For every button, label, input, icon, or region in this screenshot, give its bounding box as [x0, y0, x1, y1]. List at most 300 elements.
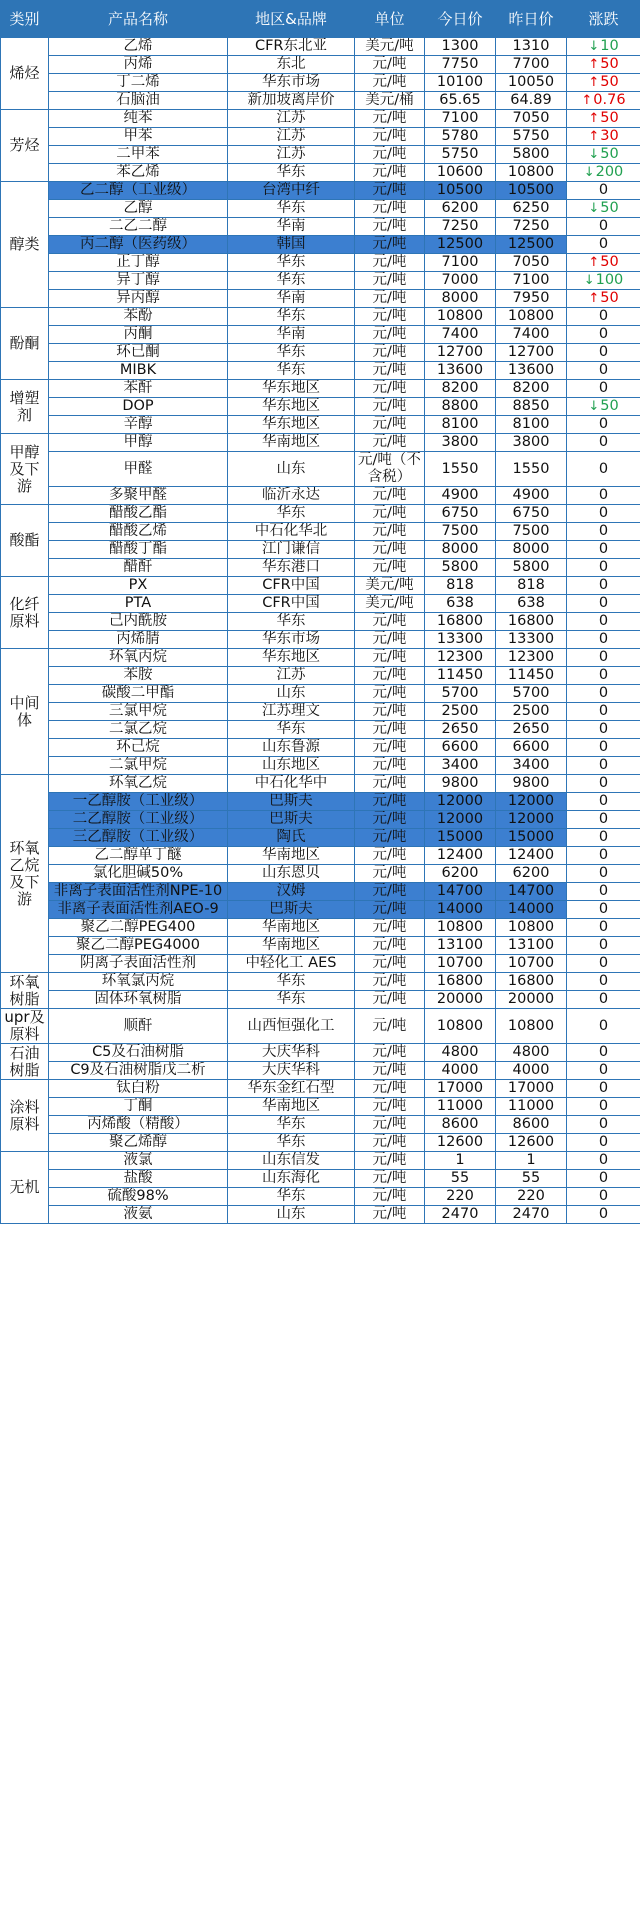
- change-cell: [567, 847, 640, 865]
- table-row: [1, 919, 640, 937]
- today-price-cell: 2650: [425, 721, 496, 739]
- table-row: [1, 757, 640, 775]
- today-price-cell: 8200: [425, 380, 496, 398]
- table-row: [1, 559, 640, 577]
- change-cell: [567, 254, 640, 272]
- product-name-cell: PX: [49, 577, 228, 595]
- region-brand-cell: 华南地区: [228, 1098, 355, 1116]
- change-value: 0: [598, 380, 609, 396]
- region-brand-cell: 华东: [228, 308, 355, 326]
- unit-cell: 元/吨: [355, 829, 425, 847]
- table-row: [1, 505, 640, 523]
- change-cell: [567, 164, 640, 182]
- yesterday-price-cell: 5750: [496, 128, 567, 146]
- product-name-cell: 环氧乙烷: [49, 775, 228, 793]
- change-cell: [567, 74, 640, 92]
- change-cell: [567, 290, 640, 308]
- table-row: [1, 128, 640, 146]
- yesterday-price-cell: 12600: [496, 1134, 567, 1152]
- product-name-cell: 乙二醇单丁醚: [49, 847, 228, 865]
- arrow-down-icon: ↓: [583, 273, 595, 288]
- change-value: 0: [598, 721, 609, 737]
- region-brand-cell: 江苏: [228, 128, 355, 146]
- unit-cell: 元/吨: [355, 955, 425, 973]
- yesterday-price-cell: 16800: [496, 973, 567, 991]
- change-value: 0: [598, 1170, 609, 1186]
- product-name-cell: 二氯甲烷: [49, 757, 228, 775]
- product-name-cell: 丁酮: [49, 1098, 228, 1116]
- product-name-cell: 乙二醇（工业级）: [49, 182, 228, 200]
- today-price-cell: 12000: [425, 793, 496, 811]
- region-brand-cell: 华东: [228, 973, 355, 991]
- product-name-cell: 固体环氧树脂: [49, 991, 228, 1009]
- product-name-cell: 丁二烯: [49, 74, 228, 92]
- change-value: 200: [595, 164, 624, 180]
- arrow-down-icon: ↓: [583, 165, 595, 180]
- category-cell: 酚酮: [1, 308, 49, 380]
- unit-cell: 元/吨: [355, 1206, 425, 1224]
- product-name-cell: 石脑油: [49, 92, 228, 110]
- change-cell: [567, 1188, 640, 1206]
- region-brand-cell: 江苏: [228, 146, 355, 164]
- yesterday-price-cell: 8100: [496, 416, 567, 434]
- region-brand-cell: 华南地区: [228, 847, 355, 865]
- today-price-cell: 7500: [425, 523, 496, 541]
- unit-cell: 元/吨: [355, 272, 425, 290]
- change-cell: [567, 92, 640, 110]
- table-row: [1, 200, 640, 218]
- table-row: [1, 272, 640, 290]
- today-price-cell: 12500: [425, 236, 496, 254]
- yesterday-price-cell: 2650: [496, 721, 567, 739]
- region-brand-cell: 华东地区: [228, 398, 355, 416]
- today-price-cell: 7250: [425, 218, 496, 236]
- product-name-cell: 液氨: [49, 1206, 228, 1224]
- today-price-cell: 1550: [425, 452, 496, 487]
- change-cell: [567, 1116, 640, 1134]
- yesterday-price-cell: 10800: [496, 308, 567, 326]
- change-value: 50: [600, 110, 619, 126]
- product-name-cell: 多聚甲醛: [49, 487, 228, 505]
- change-value: 50: [600, 398, 619, 414]
- unit-cell: 元/吨: [355, 919, 425, 937]
- yesterday-price-cell: 14000: [496, 901, 567, 919]
- change-value: 50: [600, 290, 619, 306]
- change-value: 0: [598, 739, 609, 755]
- header-today: 今日价: [425, 1, 496, 38]
- today-price-cell: 12300: [425, 649, 496, 667]
- region-brand-cell: 东北: [228, 56, 355, 74]
- change-cell: [567, 631, 640, 649]
- category-cell: 环氧树脂: [1, 973, 49, 1009]
- today-price-cell: 2470: [425, 1206, 496, 1224]
- change-cell: [567, 937, 640, 955]
- region-brand-cell: 韩国: [228, 236, 355, 254]
- product-name-cell: 聚乙二醇PEG4000: [49, 937, 228, 955]
- table-row: [1, 434, 640, 452]
- yesterday-price-cell: 7950: [496, 290, 567, 308]
- unit-cell: 元/吨: [355, 793, 425, 811]
- change-value: 0: [598, 901, 609, 917]
- table-row: [1, 811, 640, 829]
- change-cell: [567, 182, 640, 200]
- category-cell: 甲醇及下游: [1, 434, 49, 505]
- product-name-cell: 甲苯: [49, 128, 228, 146]
- change-cell: [567, 703, 640, 721]
- change-cell: [567, 344, 640, 362]
- region-brand-cell: 华东: [228, 344, 355, 362]
- yesterday-price-cell: 10800: [496, 919, 567, 937]
- arrow-down-icon: ↓: [588, 201, 600, 216]
- unit-cell: 元/吨: [355, 721, 425, 739]
- today-price-cell: 7100: [425, 110, 496, 128]
- product-name-cell: 三乙醇胺（工业级）: [49, 829, 228, 847]
- today-price-cell: 5780: [425, 128, 496, 146]
- product-name-cell: 辛醇: [49, 416, 228, 434]
- change-cell: [567, 434, 640, 452]
- today-price-cell: 13300: [425, 631, 496, 649]
- product-name-cell: 三氯甲烷: [49, 703, 228, 721]
- unit-cell: 元/吨: [355, 1062, 425, 1080]
- table-row: [1, 326, 640, 344]
- today-price-cell: 4900: [425, 487, 496, 505]
- change-cell: [567, 505, 640, 523]
- table-row: [1, 218, 640, 236]
- unit-cell: 元/吨: [355, 434, 425, 452]
- change-value: 0: [598, 757, 609, 773]
- change-value: 0: [598, 991, 609, 1007]
- change-cell: [567, 721, 640, 739]
- change-value: 0: [598, 1152, 609, 1168]
- region-brand-cell: 江苏: [228, 110, 355, 128]
- change-value: 0: [598, 829, 609, 845]
- table-row: [1, 416, 640, 434]
- unit-cell: 元/吨: [355, 1098, 425, 1116]
- product-name-cell: 二乙二醇: [49, 218, 228, 236]
- yesterday-price-cell: 12700: [496, 344, 567, 362]
- unit-cell: 元/吨: [355, 290, 425, 308]
- change-cell: [567, 613, 640, 631]
- product-name-cell: 液氯: [49, 1152, 228, 1170]
- product-name-cell: 苯乙烯: [49, 164, 228, 182]
- change-value: 50: [600, 200, 619, 216]
- change-value: 0: [598, 595, 609, 611]
- change-value: 0: [598, 685, 609, 701]
- product-name-cell: 一乙醇胺（工业级）: [49, 793, 228, 811]
- table-row: [1, 685, 640, 703]
- table-row: [1, 865, 640, 883]
- today-price-cell: 3800: [425, 434, 496, 452]
- region-brand-cell: 华南地区: [228, 434, 355, 452]
- change-cell: [567, 919, 640, 937]
- unit-cell: 元/吨: [355, 775, 425, 793]
- change-cell: [567, 775, 640, 793]
- table-row: [1, 56, 640, 74]
- change-cell: [567, 1044, 640, 1062]
- yesterday-price-cell: 7250: [496, 218, 567, 236]
- today-price-cell: 6750: [425, 505, 496, 523]
- product-name-cell: 丙烯腈: [49, 631, 228, 649]
- unit-cell: 元/吨: [355, 236, 425, 254]
- yesterday-price-cell: 8000: [496, 541, 567, 559]
- product-name-cell: 醋酸乙烯: [49, 523, 228, 541]
- region-brand-cell: 华东: [228, 362, 355, 380]
- yesterday-price-cell: 10800: [496, 164, 567, 182]
- category-cell: 芳烃: [1, 110, 49, 182]
- category-cell: 酸酯: [1, 505, 49, 577]
- arrow-down-icon: ↓: [588, 147, 600, 162]
- change-value: 0: [598, 649, 609, 665]
- yesterday-price-cell: 13300: [496, 631, 567, 649]
- table-row: [1, 254, 640, 272]
- change-cell: [567, 991, 640, 1009]
- change-value: 0: [598, 559, 609, 575]
- unit-cell: 元/吨: [355, 254, 425, 272]
- table-row: [1, 847, 640, 865]
- category-cell: 烯烃: [1, 38, 49, 110]
- product-name-cell: 异丙醇: [49, 290, 228, 308]
- product-name-cell: 丙烯: [49, 56, 228, 74]
- yesterday-price-cell: 10500: [496, 182, 567, 200]
- change-cell: [567, 398, 640, 416]
- header-category: 类别: [1, 1, 49, 38]
- today-price-cell: 8600: [425, 1116, 496, 1134]
- change-cell: [567, 272, 640, 290]
- product-name-cell: 异丁醇: [49, 272, 228, 290]
- category-cell: 化纤原料: [1, 577, 49, 649]
- change-value: 0: [598, 460, 609, 477]
- unit-cell: 元/吨: [355, 1134, 425, 1152]
- region-brand-cell: 华东: [228, 164, 355, 182]
- today-price-cell: 1: [425, 1152, 496, 1170]
- unit-cell: 元/吨: [355, 200, 425, 218]
- category-cell: 中间体: [1, 649, 49, 775]
- table-row: [1, 74, 640, 92]
- change-value: 0: [598, 505, 609, 521]
- unit-cell: 元/吨: [355, 326, 425, 344]
- unit-cell: 元/吨: [355, 416, 425, 434]
- table-row: [1, 541, 640, 559]
- today-price-cell: 14000: [425, 901, 496, 919]
- region-brand-cell: CFR东北亚: [228, 38, 355, 56]
- table-row: [1, 344, 640, 362]
- change-value: 0: [598, 1098, 609, 1114]
- product-name-cell: 盐酸: [49, 1170, 228, 1188]
- yesterday-price-cell: 2500: [496, 703, 567, 721]
- today-price-cell: 9800: [425, 775, 496, 793]
- yesterday-price-cell: 2470: [496, 1206, 567, 1224]
- region-brand-cell: 大庆华科: [228, 1062, 355, 1080]
- unit-cell: 美元/吨: [355, 38, 425, 56]
- today-price-cell: 11450: [425, 667, 496, 685]
- today-price-cell: 10800: [425, 919, 496, 937]
- yesterday-price-cell: 5800: [496, 146, 567, 164]
- yesterday-price-cell: 6750: [496, 505, 567, 523]
- today-price-cell: 6600: [425, 739, 496, 757]
- product-name-cell: 丙二醇（医药级）: [49, 236, 228, 254]
- unit-cell: 元/吨: [355, 937, 425, 955]
- change-value: 0: [598, 1116, 609, 1132]
- header-change: 涨跌: [567, 1, 640, 38]
- change-value: 100: [595, 272, 624, 288]
- unit-cell: 元/吨: [355, 667, 425, 685]
- arrow-up-icon: ↑: [588, 57, 600, 72]
- region-brand-cell: 中石化华北: [228, 523, 355, 541]
- today-price-cell: 220: [425, 1188, 496, 1206]
- change-cell: [567, 416, 640, 434]
- yesterday-price-cell: 55: [496, 1170, 567, 1188]
- unit-cell: 元/吨: [355, 847, 425, 865]
- change-cell: [567, 218, 640, 236]
- change-cell: [567, 559, 640, 577]
- unit-cell: 元/吨: [355, 487, 425, 505]
- today-price-cell: 17000: [425, 1080, 496, 1098]
- change-value: 0: [598, 434, 609, 450]
- today-price-cell: 12700: [425, 344, 496, 362]
- table-row: [1, 1009, 640, 1044]
- change-value: 30: [600, 128, 619, 144]
- header-yesterday: 昨日价: [496, 1, 567, 38]
- change-value: 0: [598, 793, 609, 809]
- product-name-cell: 顺酐: [49, 1009, 228, 1044]
- region-brand-cell: 山东恩贝: [228, 865, 355, 883]
- table-row: [1, 362, 640, 380]
- yesterday-price-cell: 12300: [496, 649, 567, 667]
- yesterday-price-cell: 17000: [496, 1080, 567, 1098]
- change-value: 0: [598, 416, 609, 432]
- change-value: 0: [598, 1134, 609, 1150]
- today-price-cell: 8000: [425, 541, 496, 559]
- table-row: [1, 487, 640, 505]
- yesterday-price-cell: 9800: [496, 775, 567, 793]
- today-price-cell: 4000: [425, 1062, 496, 1080]
- today-price-cell: 6200: [425, 865, 496, 883]
- change-value: 0: [598, 487, 609, 503]
- product-name-cell: 丙酮: [49, 326, 228, 344]
- today-price-cell: 3400: [425, 757, 496, 775]
- region-brand-cell: 巴斯夫: [228, 901, 355, 919]
- change-value: 50: [600, 146, 619, 162]
- yesterday-price-cell: 13100: [496, 937, 567, 955]
- region-brand-cell: 中石化华中: [228, 775, 355, 793]
- today-price-cell: 2500: [425, 703, 496, 721]
- unit-cell: 元/吨: [355, 541, 425, 559]
- change-value: 0: [598, 344, 609, 360]
- unit-cell: 元/吨: [355, 362, 425, 380]
- change-value: 0: [598, 667, 609, 683]
- yesterday-price-cell: 10700: [496, 955, 567, 973]
- yesterday-price-cell: 4900: [496, 487, 567, 505]
- product-name-cell: 苯酚: [49, 308, 228, 326]
- table-row: [1, 901, 640, 919]
- yesterday-price-cell: 7050: [496, 254, 567, 272]
- yesterday-price-cell: 6600: [496, 739, 567, 757]
- table-row: [1, 1080, 640, 1098]
- change-value: 0: [598, 541, 609, 557]
- yesterday-price-cell: 3800: [496, 434, 567, 452]
- today-price-cell: 10100: [425, 74, 496, 92]
- today-price-cell: 16800: [425, 613, 496, 631]
- arrow-up-icon: ↑: [581, 93, 593, 108]
- yesterday-price-cell: 1550: [496, 452, 567, 487]
- unit-cell: 元/吨: [355, 739, 425, 757]
- change-value: 50: [600, 74, 619, 90]
- change-value: 0: [598, 1062, 609, 1078]
- region-brand-cell: 华东: [228, 505, 355, 523]
- category-cell: 涂料原料: [1, 1080, 49, 1152]
- product-name-cell: 环氧丙烷: [49, 649, 228, 667]
- unit-cell: 元/吨: [355, 649, 425, 667]
- yesterday-price-cell: 8850: [496, 398, 567, 416]
- change-cell: [567, 955, 640, 973]
- change-cell: [567, 236, 640, 254]
- product-name-cell: 己内酰胺: [49, 613, 228, 631]
- yesterday-price-cell: 12000: [496, 793, 567, 811]
- product-name-cell: 二甲苯: [49, 146, 228, 164]
- change-cell: [567, 811, 640, 829]
- region-brand-cell: 华东: [228, 1116, 355, 1134]
- today-price-cell: 16800: [425, 973, 496, 991]
- change-value: 0: [598, 577, 609, 593]
- category-cell: upr及原料: [1, 1009, 49, 1044]
- table-row: [1, 146, 640, 164]
- arrow-down-icon: ↓: [588, 39, 600, 54]
- change-cell: [567, 649, 640, 667]
- change-value: 0: [598, 775, 609, 791]
- region-brand-cell: 华东: [228, 1188, 355, 1206]
- arrow-up-icon: ↑: [588, 129, 600, 144]
- yesterday-price-cell: 10800: [496, 1009, 567, 1044]
- product-name-cell: 非离子表面活性剂NPE-10: [49, 883, 228, 901]
- today-price-cell: 818: [425, 577, 496, 595]
- table-row: [1, 1152, 640, 1170]
- today-price-cell: 7000: [425, 272, 496, 290]
- change-value: 0: [598, 1188, 609, 1204]
- region-brand-cell: 巴斯夫: [228, 793, 355, 811]
- product-name-cell: DOP: [49, 398, 228, 416]
- yesterday-price-cell: 8600: [496, 1116, 567, 1134]
- unit-cell: 元/吨: [355, 685, 425, 703]
- region-brand-cell: 华东: [228, 991, 355, 1009]
- change-value: 0.76: [593, 92, 626, 108]
- change-cell: [567, 452, 640, 487]
- product-name-cell: 醋酸乙酯: [49, 505, 228, 523]
- product-name-cell: 钛白粉: [49, 1080, 228, 1098]
- table-row: [1, 452, 640, 487]
- arrow-up-icon: ↑: [588, 111, 600, 126]
- change-cell: [567, 883, 640, 901]
- today-price-cell: 7100: [425, 254, 496, 272]
- today-price-cell: 10700: [425, 955, 496, 973]
- region-brand-cell: 华东: [228, 721, 355, 739]
- category-cell: 环氧乙烷及下游: [1, 775, 49, 973]
- region-brand-cell: 华东地区: [228, 416, 355, 434]
- unit-cell: 元/吨: [355, 883, 425, 901]
- yesterday-price-cell: 11000: [496, 1098, 567, 1116]
- today-price-cell: 12000: [425, 811, 496, 829]
- product-name-cell: 二乙醇胺（工业级）: [49, 811, 228, 829]
- unit-cell: 元/吨: [355, 559, 425, 577]
- change-cell: [567, 541, 640, 559]
- table-row: [1, 38, 640, 56]
- product-name-cell: 甲醛: [49, 452, 228, 487]
- product-name-cell: 甲醇: [49, 434, 228, 452]
- product-name-cell: 硫酸98%: [49, 1188, 228, 1206]
- today-price-cell: 10600: [425, 164, 496, 182]
- change-cell: [567, 128, 640, 146]
- region-brand-cell: 华东: [228, 613, 355, 631]
- today-price-cell: 8800: [425, 398, 496, 416]
